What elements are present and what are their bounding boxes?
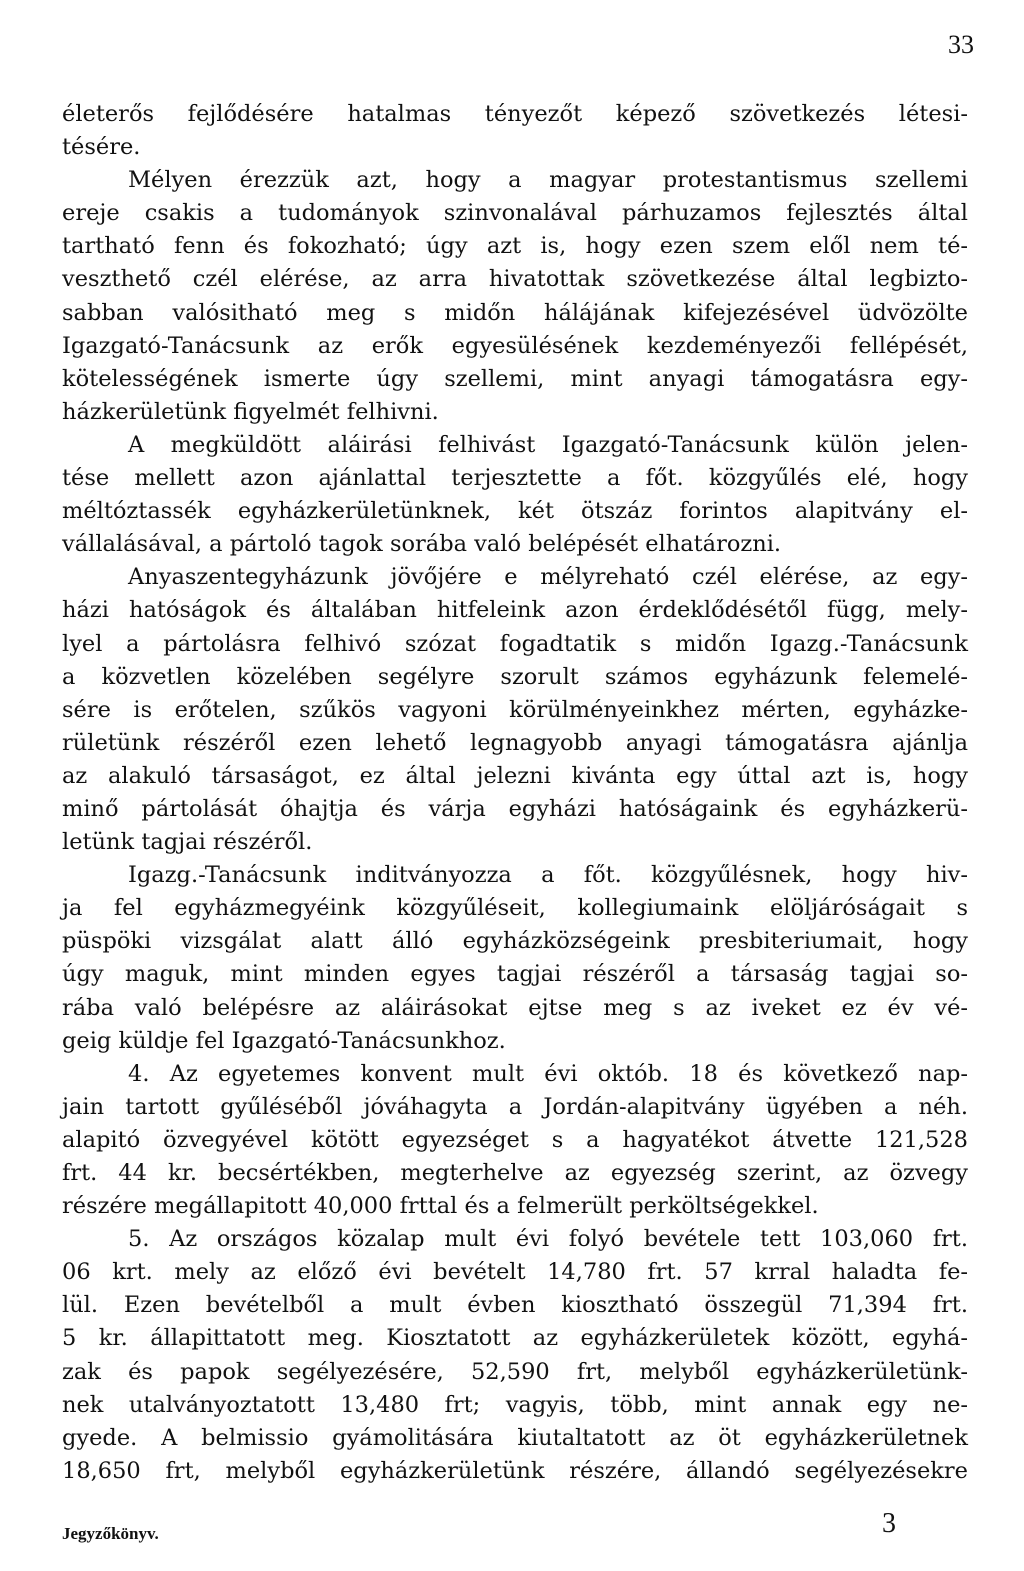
text-line: veszthető czél elérése, az arra hivatottak szövetkezése által legbizto- xyxy=(62,266,968,293)
text-line: Igazgató-Tanácsunk az erők egyesülésének kezdeményezői fellépését, xyxy=(62,332,968,359)
text-line: úgy maguk, mint minden egyes tagjai részéről a társaság tagjai so- xyxy=(62,961,968,988)
text-line: kötelességének ismerte úgy szellemi, mint anyagi támogatásra egy- xyxy=(62,365,968,392)
text-line: vállalásával, a pártoló tagok sorába való belépését elhatározni. xyxy=(62,531,782,558)
text-line: lyel a pártolásra felhivó szózat fogadtatik s midőn Igazg.-Tanácsunk xyxy=(62,630,968,657)
text-line: lül. Ezen bevételből a mult évben kiosztható összegül 71,394 frt. xyxy=(62,1292,968,1319)
text-line: 06 krt. mely az előző évi bevételt 14,780 frt. 57 krral haladta fe- xyxy=(62,1259,968,1286)
text-line: alapitó özvegyével kötött egyezséget s a hagyatékot átvette 121,528 xyxy=(62,1126,968,1153)
text-line: 5. Az országos közalap mult évi folyó bevétele tett 103,060 frt. xyxy=(128,1226,968,1253)
text-line: gyede. A belmissio gyámolitására kiutaltatott az öt egyházkerületnek xyxy=(62,1424,968,1451)
text-line: életerős fejlődésére hatalmas tényezőt képező szövetkezés létesi- xyxy=(62,101,968,127)
text-line: zak és papok segélyezésére, 52,590 frt, melyből egyházkerületünk- xyxy=(62,1358,968,1385)
text-line: jain tartott gyűléséből jóváhagyta a Jordán-alapitvány ügyében a néh. xyxy=(62,1093,968,1120)
text-line: püspöki vizsgálat alatt álló egyházközségeink presbiteriumait, hogy xyxy=(62,928,968,955)
text-line: minő pártolását óhajtja és várja egyházi hatóságaink és egyházkerü- xyxy=(62,795,968,822)
text-line: rületünk részéről ezen lehető legnagyobb anyagi támogatásra ajánlja xyxy=(62,729,968,756)
text-line: házi hatóságok és általában hitfeleink azon érdeklődésétől függ, mely- xyxy=(62,597,968,624)
text-line: tése mellett azon ajánlattal terjesztette a főt. közgyűlés elé, hogy xyxy=(62,465,968,492)
text-line: sére is erőtelen, szűkös vagyoni körülményeinkhez mérten, egyházke- xyxy=(62,696,968,723)
text-line: a közvetlen közelében segélyre szorult számos egyházunk felemelé- xyxy=(62,663,968,690)
text-line: nek utalványoztatott 13,480 frt; vagyis, több, mint annak egy ne- xyxy=(62,1391,968,1418)
text-line: méltóztassék egyházkerületünknek, két ötszáz forintos alapitvány el- xyxy=(62,498,968,525)
footer-signature: Jegyzőkönyv. xyxy=(62,1524,159,1543)
text-line: tésére. xyxy=(62,134,141,161)
text-line: az alakuló társaságot, ez által jelezni kivánta egy úttal azt is, hogy xyxy=(62,762,968,789)
text-line: házkerületünk figyelmét felhivni. xyxy=(62,398,439,425)
text-line: rába való belépésre az aláirásokat ejtse meg s az iveket ez év vé- xyxy=(62,994,968,1021)
text-line: ja fel egyházmegyéink közgyűléseit, kollegiumaink elöljáróságait s xyxy=(62,895,968,922)
text-line: 18,650 frt, melyből egyházkerületünk részére, állandó segélyezésekre xyxy=(62,1457,968,1484)
text-line: részére megállapitott 40,000 frttal és a felmerült perköltségekkel. xyxy=(62,1193,819,1220)
text-line: Igazg.-Tanácsunk inditványozza a főt. közgyűlésnek, hogy hiv- xyxy=(128,862,968,889)
text-line: Mélyen érezzük azt, hogy a magyar protestantismus szellemi xyxy=(128,167,968,194)
text-line: 5 kr. állapittatott meg. Kiosztatott az egyházkerületek között, egyhá- xyxy=(62,1325,968,1352)
text-line: geig küldje fel Igazgató-Tanácsunkhoz. xyxy=(62,1027,506,1054)
text-line: sabban valósitható meg s midőn hálájának kifejezésével üdvözölte xyxy=(62,299,968,326)
text-line: 4. Az egyetemes konvent mult évi októb. 18 és következő nap- xyxy=(128,1060,968,1087)
text-line: ereje csakis a tudományok szinvonalával párhuzamos fejlesztés által xyxy=(62,200,968,227)
text-line: tartható fenn és fokozható; úgy azt is, hogy ezen szem elől nem té- xyxy=(62,233,968,260)
page-number: 33 xyxy=(948,30,974,59)
text-line: A megküldött aláirási felhivást Igazgató-Tanácsunk külön jelen- xyxy=(128,431,968,458)
text-line: frt. 44 kr. becsértékben, megterhelve az egyezség szerint, az özvegy xyxy=(62,1160,968,1186)
body-text xyxy=(62,98,968,1488)
footer-sheet-number: 3 xyxy=(882,1508,896,1539)
text-line: letünk tagjai részéről. xyxy=(62,829,313,856)
text-line: Anyaszentegyházunk jövőjére e mélyreható czél elérése, az egy- xyxy=(128,564,968,591)
